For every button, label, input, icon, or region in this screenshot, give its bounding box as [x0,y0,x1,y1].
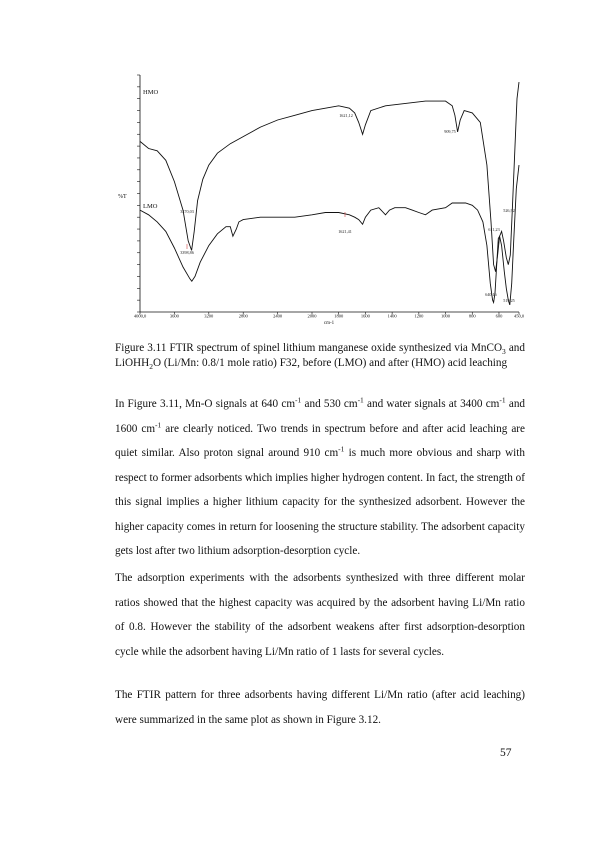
ftir-figure [0,0,595,340]
peak-label: 519,25 [503,298,515,303]
x-tick-label: 1200 [414,313,424,319]
x-tick-label: 450,0 [513,313,525,319]
x-tick-label: 1400 [387,313,397,319]
x-tick-label: 2000 [307,313,317,319]
x-tick-label: 1800 [334,313,344,319]
peak-label: 909,75 [444,129,456,134]
peak-label: 1621,12 [339,113,353,118]
spectrum-lines [140,82,519,305]
x-tick-label: 2400 [273,313,283,319]
x-tick-label: 3600 [169,313,179,319]
paragraph-3: The FTIR pattern for three adsorbents having different Li/Mn ratio (after acid leaching) were summarized in the same plot as shown in Figure 3.12. [115,689,525,726]
peak-label: 640,16 [485,292,497,297]
x-tick-label: 1000 [441,313,451,319]
peak-label: 3370,03 [180,209,194,214]
page-number: 57 [500,747,512,759]
x-tick-label: 4000,0 [133,313,147,319]
x-axis-label: cm-1 [323,321,335,326]
x-tick-label: 600 [495,313,503,319]
paragraph-2: The adsorption experiments with the adsorbents synthesized with three different molar ratios showed that the highest capacity was acquired by the adsorbent having Li/Mn ratio of 0.8. However the stability of the adsorbent weakens after first adsorption-desorption cycle while the adsorbent having Li/Mn ratio of 1 lasts for several cycles. [115,572,525,658]
x-tick-labels [134,312,525,320]
x-tick-label: 2800 [238,313,248,319]
series-line-lmo [140,165,519,305]
x-tick-label: 3200 [204,313,214,319]
paragraph-1: In Figure 3.11, Mn-O signals at 640 $cm^{-1}$ and 530 $cm^{-1}$ and water signals at 3400 $cm^{-1}$ and 1600 $cm^{-1}$ are clearly noticed. Two trends in spectrum before and after acid leaching are quiet similar. Also proton signal around 910 $cm^{-1}$ is much more obvious and sharp with respect to former adsorbents which implies higher hydrogen content. In fact, the strength of this signal implies a higher lithium capacity for the synthesized adsorbent. However the higher capacity comes in return for loosening the structure stability. The adsorbent capacity gets lost after two lithium adsorption-desorption cycle. [115,395,526,557]
x-tick-label: 800 [468,313,476,319]
peak-label: 611,23 [488,227,500,232]
y-axis-label: %T [118,194,127,200]
peak-label: 526,92 [503,208,515,213]
series-line-hmo [140,82,519,272]
peak-label: 3398,86 [180,250,194,255]
series-label-hmo: HMO [143,89,159,96]
series-label-lmo: LMO [143,203,158,210]
figure-caption: Figure 3.11 FTIR spectrum of spinel lithium manganese oxide synthesized via MnCO$_3$ and LiOHH$_2$O (Li/Mn: 0.8/1 mole ratio) F32, before (LMO) and after (HMO) acid leaching [115,342,525,372]
peak-label: 1621,41 [338,229,352,234]
peak-annotations [180,113,515,304]
x-tick-label: 1600 [360,313,370,319]
plot-axes [118,75,519,326]
